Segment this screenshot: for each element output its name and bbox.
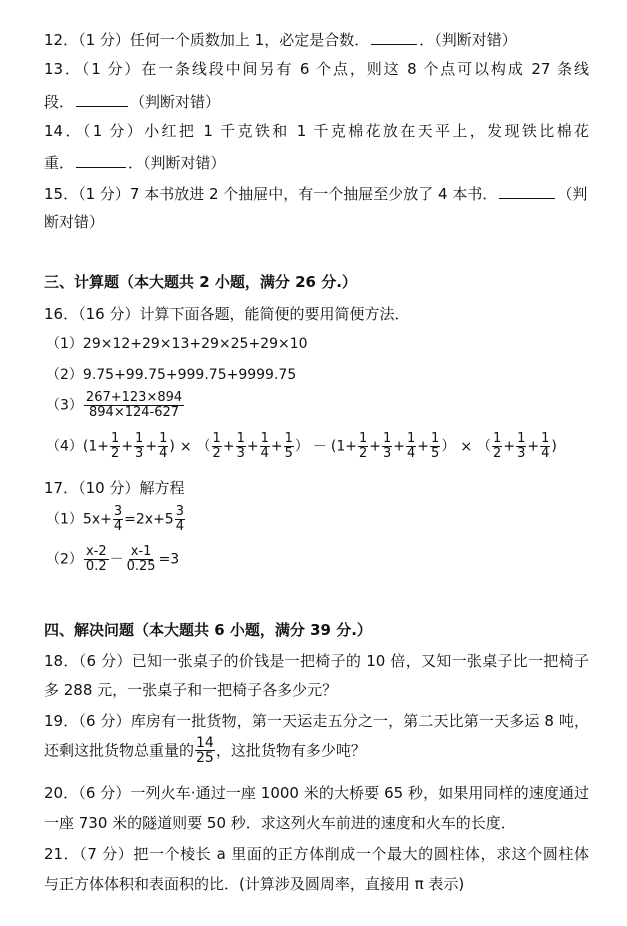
question-17-stem [44, 478, 589, 500]
question-19-head: 还剩这批货物总重量的 [44, 741, 195, 760]
question-17-part-1 [46, 505, 591, 541]
fraction-denominator: 4 [159, 446, 168, 461]
open-paren: （ [477, 438, 492, 455]
question-15-text-2: 断对错） [44, 213, 105, 231]
fraction-denominator: 2 [358, 446, 368, 461]
section-4-title: 四、解决问题（本大题共 6 小题，满分 39 分.） [44, 621, 372, 639]
fraction-numerator: 1 [159, 431, 168, 446]
question-14-head: 重． [44, 154, 75, 172]
fraction-denominator: 5 [284, 446, 293, 461]
fraction-numerator: 1 [212, 431, 221, 446]
answer-blank[interactable] [499, 182, 555, 199]
close-paren: ) [551, 438, 557, 455]
minus-sign: － [109, 551, 124, 568]
plus-sign: + [417, 438, 430, 455]
answer-blank[interactable] [371, 28, 417, 45]
question-17-text: 17．（10 分）解方程 [44, 479, 185, 497]
fraction [134, 432, 144, 461]
part-1-label: （1） [46, 511, 83, 528]
section-3-title: 三、计算题（本大题共 2 小题，满分 26 分.） [44, 273, 357, 291]
section-3-heading [44, 272, 589, 294]
fraction-numerator: 1 [407, 431, 416, 446]
question-15-line-2 [44, 212, 589, 234]
question-13-line-1 [44, 59, 589, 81]
question-16-stem [44, 304, 589, 326]
fraction [195, 736, 215, 765]
plus-sign: + [270, 438, 283, 455]
fraction-denominator: 4 [541, 446, 550, 461]
question-14-line-1 [44, 121, 589, 143]
question-18-line-1 [44, 651, 589, 673]
fraction-denominator: 3 [517, 446, 526, 461]
fraction-denominator: 0.2 [85, 559, 107, 574]
question-16-part-1 [46, 334, 591, 356]
fraction-numerator: 1 [383, 431, 392, 446]
fraction-numerator: 14 [196, 735, 214, 751]
fraction [406, 432, 416, 461]
fraction-denominator: 4 [407, 446, 416, 461]
fraction [84, 391, 184, 420]
fraction [492, 432, 502, 461]
fraction-numerator: 1 [284, 431, 293, 446]
fraction-denominator: 3 [383, 446, 392, 461]
question-18-line-2 [44, 680, 589, 702]
fraction [113, 505, 123, 534]
part-2-expression: （2）9.75+99.75+999.75+9999.75 [46, 367, 297, 383]
fraction-denominator: 25 [196, 750, 214, 766]
question-17-part-2 [46, 545, 591, 581]
question-21-text: 21．（7 分）把一个棱长 a 里面的正方体削成一个最大的圆柱体，求这个圆柱体 [44, 845, 589, 863]
plus-sign: + [246, 438, 259, 455]
question-12 [44, 28, 589, 50]
open-paren: （ [196, 438, 211, 455]
fraction-numerator: 1 [260, 431, 269, 446]
fraction [358, 432, 368, 461]
question-20-line-2 [44, 813, 589, 835]
question-21-line-2 [44, 874, 589, 896]
minus-sign: － [312, 438, 327, 455]
fraction [284, 432, 294, 461]
answer-blank[interactable] [76, 90, 128, 107]
question-14-tail: ．（判断对错） [128, 154, 226, 172]
fraction-denominator: 5 [431, 446, 440, 461]
plus-sign: + [145, 438, 158, 455]
fraction [110, 432, 120, 461]
fraction [382, 432, 392, 461]
equation-left: 5x+ [82, 511, 112, 528]
question-21-line-1 [44, 844, 589, 866]
fraction [158, 432, 168, 461]
question-19-tail: ，这批货物有多少吨？ [215, 741, 366, 760]
question-15-tail: （判 [557, 185, 588, 203]
open-paren: (1+ [330, 438, 357, 455]
fraction-numerator: x-1 [130, 544, 152, 559]
fraction-numerator: 1 [111, 431, 120, 446]
question-18-text: 18．（6 分）已知一张桌子的价钱是一把椅子的 10 倍，又知一张桌子比一把椅子 [44, 652, 589, 670]
fraction-numerator: 267+123×894 [85, 390, 183, 405]
equation-right: =2x+5 [124, 511, 174, 528]
question-16-part-2 [46, 365, 591, 387]
fraction-numerator: 1 [493, 431, 502, 446]
fraction-numerator: 1 [135, 431, 144, 446]
open-paren: (1+ [82, 438, 110, 455]
section-4-heading [44, 620, 589, 642]
question-19-line-1 [44, 711, 589, 733]
fraction [260, 432, 270, 461]
plus-sign: + [527, 438, 540, 455]
part-2-label: （2） [46, 551, 83, 568]
question-13-head: 段． [44, 93, 75, 111]
part-3-label: （3） [46, 397, 83, 414]
part-4-label: （4） [46, 438, 83, 455]
fraction [430, 432, 440, 461]
question-14-line-2 [44, 151, 589, 173]
close-paren: ） [294, 438, 309, 455]
part-1-expression: （1）29×12+29×13+29×25+29×10 [46, 336, 308, 352]
fraction [540, 432, 550, 461]
question-15-line-1 [44, 182, 589, 204]
fraction-denominator: 894×124-627 [89, 405, 180, 420]
fraction-numerator: 3 [175, 504, 184, 519]
question-18-text-2: 多 288 元，一张桌子和一把椅子各多少元？ [44, 681, 338, 699]
question-19-text: 19．（6 分）库房有一批货物，第一天运走五分之一，第二天比第一天多运 8 吨， [44, 712, 589, 730]
plus-sign: + [222, 438, 235, 455]
plus-sign: + [503, 438, 516, 455]
fraction-denominator: 4 [113, 519, 123, 534]
fraction [84, 545, 109, 574]
fraction-denominator: 0.25 [126, 559, 156, 574]
question-13-text: 13．（1 分）在一条线段中间另有 6 个点，则这 8 个点可以构成 27 条线 [44, 60, 589, 78]
question-21-text-2: 与正方体体积和表面积的比．(计算涉及圆周率，直接用 π 表示) [44, 875, 465, 893]
fraction-denominator: 3 [135, 446, 144, 461]
question-20-line-1 [44, 783, 589, 805]
fraction-denominator: 2 [212, 446, 221, 461]
plus-sign: + [393, 438, 406, 455]
close-paren: ） [441, 438, 456, 455]
fraction [175, 505, 185, 534]
fraction [236, 432, 246, 461]
fraction-numerator: 1 [236, 431, 245, 446]
question-13-tail: （判断对错） [130, 93, 221, 111]
question-16-text: 16．（16 分）计算下面各题，能简便的要用简便方法． [44, 305, 410, 323]
fraction-numerator: 3 [113, 504, 123, 519]
fraction-numerator: 1 [517, 431, 526, 446]
fraction-denominator: 2 [493, 446, 502, 461]
plus-sign: + [121, 438, 134, 455]
fraction-numerator: 1 [431, 431, 440, 446]
question-16-part-3 [46, 391, 591, 427]
question-12-tail: ．（判断对错） [419, 31, 517, 49]
close-paren: ) [169, 438, 175, 455]
fraction [125, 545, 158, 574]
fraction-numerator: x-2 [85, 544, 107, 559]
fraction-denominator: 4 [175, 519, 184, 534]
fraction-denominator: 3 [236, 446, 245, 461]
fraction-numerator: 1 [541, 431, 550, 446]
question-19-line-2 [44, 736, 589, 772]
question-12-text: 12．（1 分）任何一个质数加上 1，必定是合数． [44, 31, 370, 49]
question-13-line-2 [44, 90, 589, 112]
question-15-text: 15．（1 分）7 本书放进 2 个抽屉中，有一个抽屉至少放了 4 本书． [44, 185, 498, 203]
fraction-numerator: 1 [358, 431, 368, 446]
answer-blank[interactable] [76, 151, 126, 168]
plus-sign: + [369, 438, 381, 455]
equation-right: =3 [158, 551, 180, 568]
fraction [212, 432, 222, 461]
question-14-text: 14．（1 分）小红把 1 千克铁和 1 千克棉花放在天平上，发现铁比棉花 [44, 122, 589, 140]
fraction-denominator: 4 [260, 446, 269, 461]
fraction [516, 432, 526, 461]
question-20-text-2: 一座 730 米的隧道则要 50 秒．求这列火车前进的速度和火车的长度． [44, 814, 516, 832]
question-16-part-4 [46, 432, 591, 468]
times-sign: × [460, 438, 473, 455]
question-20-text: 20．（6 分）一列火车·通过一座 1000 米的大桥要 65 秒，如果用同样的速度通过 [44, 784, 589, 802]
fraction-denominator: 2 [111, 446, 120, 461]
times-sign: × [179, 438, 192, 455]
